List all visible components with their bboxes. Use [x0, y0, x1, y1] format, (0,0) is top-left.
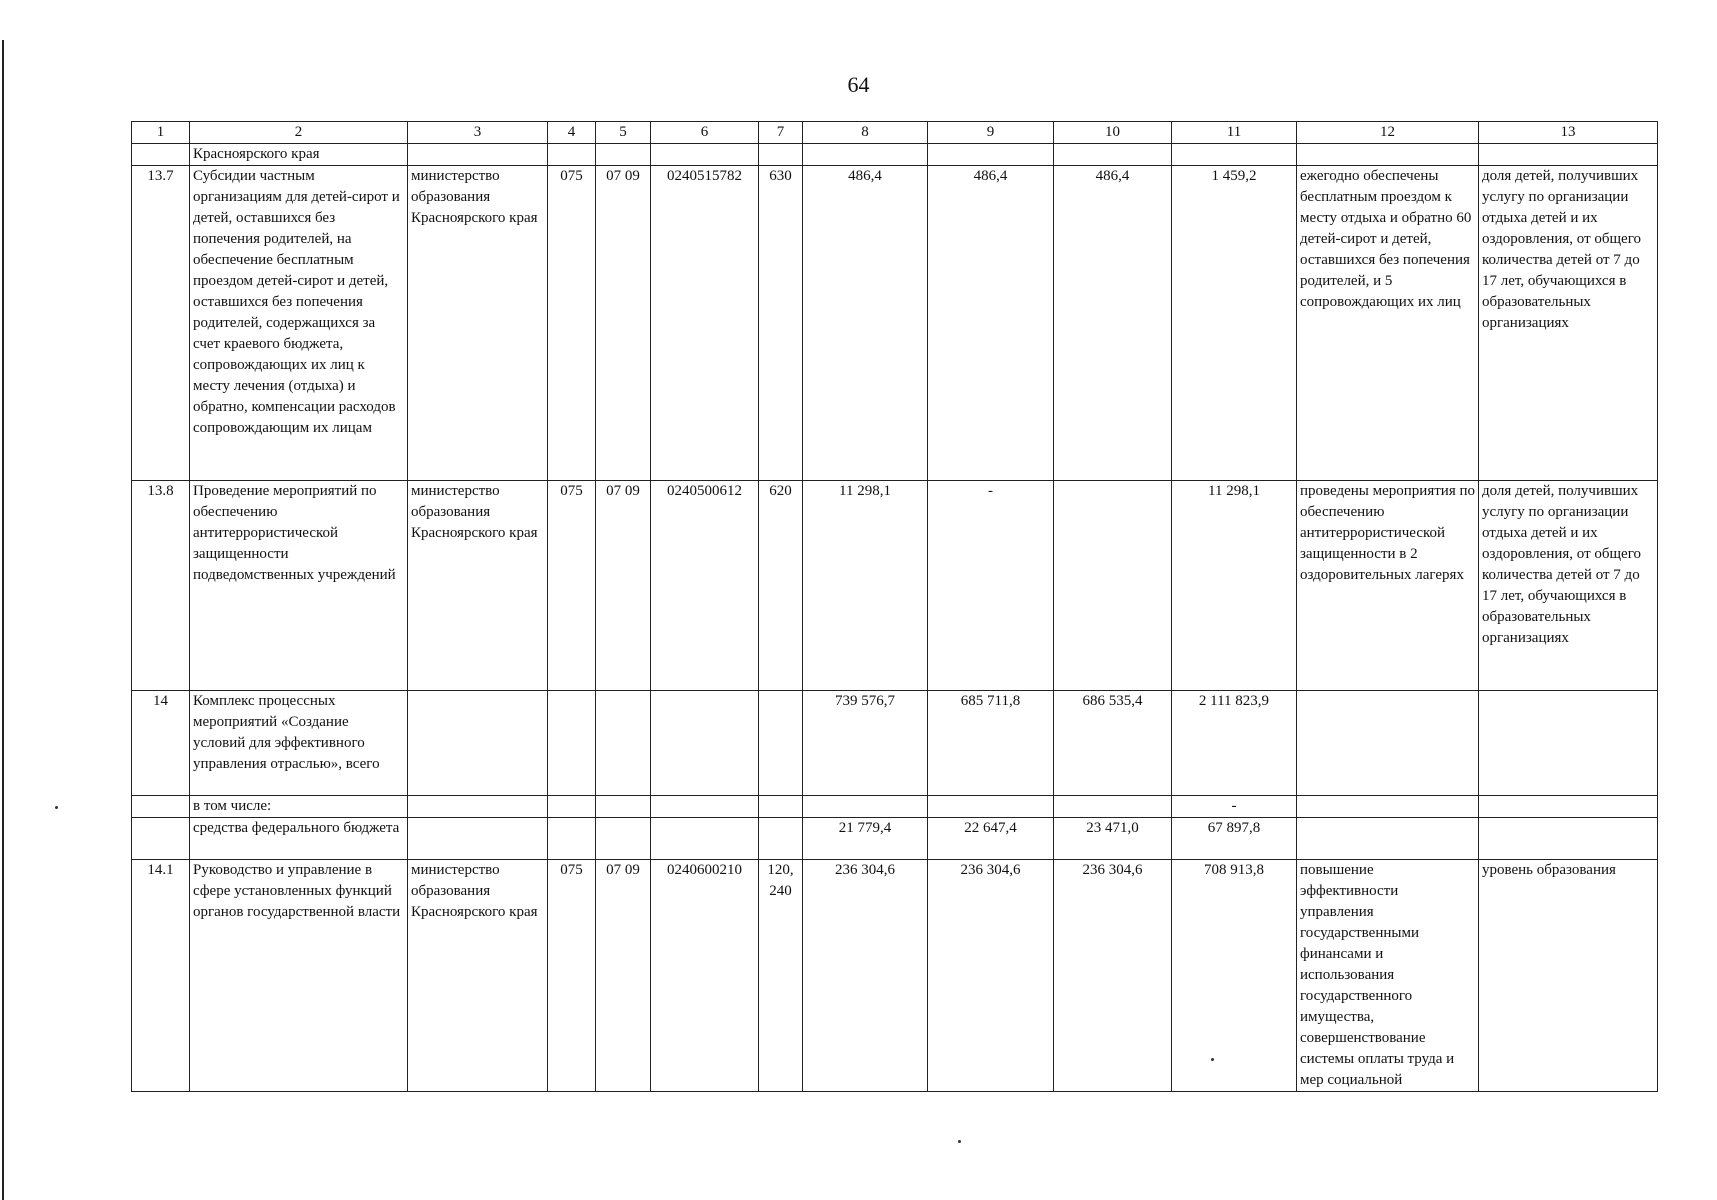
program-table — [131, 121, 1658, 1092]
table-cell-col8 — [803, 144, 928, 166]
table-cell-col4 — [548, 691, 596, 796]
header-cell: 12 — [1297, 122, 1479, 144]
header-cell: 8 — [803, 122, 928, 144]
table-cell-col12 — [1297, 691, 1479, 796]
table-cell-col8 — [803, 796, 928, 818]
page-number: 64 — [847, 72, 870, 97]
table-cell-col7 — [759, 818, 803, 860]
table-cell-col2: в том числе: — [190, 796, 408, 818]
table-cell-col3: министерство образования Красноярского края — [408, 481, 548, 691]
table-row — [132, 691, 1658, 796]
table-cell-col2: Проведение мероприятий по обеспечению антитеррористической защищенности подведомственных учреждений — [190, 481, 408, 691]
table-cell-col12: проведены мероприятия по обеспечению антитеррористической защищенности в 2 оздоровительных лагерях — [1297, 481, 1479, 691]
table-cell-col5 — [596, 144, 651, 166]
table-cell-col3: министерство образования Красноярского края — [408, 860, 548, 1092]
table-cell-col3 — [408, 796, 548, 818]
table-cell-col5: 07 09 — [596, 860, 651, 1092]
table-row — [132, 144, 1658, 166]
table-cell-col3 — [408, 144, 548, 166]
scan-speck — [55, 806, 58, 809]
table-cell-col13 — [1479, 144, 1658, 166]
table-cell-col4: 075 — [548, 166, 596, 481]
table-row — [132, 796, 1658, 818]
header-cell: 1 — [132, 122, 190, 144]
scan-speck — [958, 1140, 961, 1143]
table-cell-col5 — [596, 796, 651, 818]
header-row — [132, 122, 1658, 144]
header-cell: 13 — [1479, 122, 1658, 144]
table-cell-col9: 486,4 — [928, 166, 1054, 481]
table-cell-col3 — [408, 818, 548, 860]
table-row — [132, 860, 1658, 1092]
table-cell-col5: 07 09 — [596, 481, 651, 691]
header-cell: 7 — [759, 122, 803, 144]
table-cell-col12 — [1297, 144, 1479, 166]
table-cell-col12 — [1297, 818, 1479, 860]
table-cell-col7: 120, 240 — [759, 860, 803, 1092]
table-cell-col6 — [651, 144, 759, 166]
table-cell-col13: уровень образования — [1479, 860, 1658, 1092]
table-cell-col11: - — [1172, 796, 1297, 818]
table-cell-col2: Руководство и управление в сфере установленных функций органов государственной власти — [190, 860, 408, 1092]
table-row — [132, 481, 1658, 691]
table-cell-col10: 486,4 — [1054, 166, 1172, 481]
table-cell-col5: 07 09 — [596, 166, 651, 481]
table-cell-col12: повышение эффективности управления государственными финансами и использования государственного имущества, совершенствование системы оплаты труда и мер социальной — [1297, 860, 1479, 1092]
table-cell-col10: 236 304,6 — [1054, 860, 1172, 1092]
table-cell-col1: 14 — [132, 691, 190, 796]
table-cell-col7 — [759, 144, 803, 166]
table-cell-col1: 13.7 — [132, 166, 190, 481]
table-cell-col8: 236 304,6 — [803, 860, 928, 1092]
table-cell-col7 — [759, 796, 803, 818]
table-cell-col10 — [1054, 481, 1172, 691]
table-cell-col4: 075 — [548, 481, 596, 691]
table-cell-col1: 14.1 — [132, 860, 190, 1092]
table-cell-col1: 13.8 — [132, 481, 190, 691]
header-cell: 5 — [596, 122, 651, 144]
table-cell-col2: Субсидии частным организациям для детей-сирот и детей, оставшихся без попечения родителей, на обеспечение бесплатным проездом детей-сирот и детей, оставшихся без попечения родителей, содержащихся за счет краевого бюджета, сопровождающих их лиц к месту лечения (отдыха) и обратно, компенсации расходов сопровождающим их лицам — [190, 166, 408, 481]
table-cell-col9 — [928, 144, 1054, 166]
table-cell-col7: 620 — [759, 481, 803, 691]
scan-speck — [1211, 1058, 1214, 1061]
table-cell-col2: средства федерального бюджета — [190, 818, 408, 860]
table-cell-col10 — [1054, 796, 1172, 818]
header-cell: 2 — [190, 122, 408, 144]
table-cell-col10: 686 535,4 — [1054, 691, 1172, 796]
table-cell-col8: 21 779,4 — [803, 818, 928, 860]
table-cell-col5 — [596, 691, 651, 796]
table-cell-col6: 0240515782 — [651, 166, 759, 481]
table-cell-col4 — [548, 818, 596, 860]
table-cell-col3: министерство образования Красноярского края — [408, 166, 548, 481]
table-cell-col13 — [1479, 691, 1658, 796]
table-cell-col11: 708 913,8 — [1172, 860, 1297, 1092]
header-cell: 11 — [1172, 122, 1297, 144]
table-cell-col11: 11 298,1 — [1172, 481, 1297, 691]
table-cell-col6: 0240600210 — [651, 860, 759, 1092]
table-row — [132, 166, 1658, 481]
table-cell-col9 — [928, 796, 1054, 818]
table-cell-col9: 236 304,6 — [928, 860, 1054, 1092]
table-cell-col4: 075 — [548, 860, 596, 1092]
table-row — [132, 818, 1658, 860]
table-cell-col3 — [408, 691, 548, 796]
table-cell-col11: 1 459,2 — [1172, 166, 1297, 481]
table-cell-col7: 630 — [759, 166, 803, 481]
table-cell-col4 — [548, 796, 596, 818]
table-cell-col11 — [1172, 144, 1297, 166]
table-cell-col6: 0240500612 — [651, 481, 759, 691]
table-cell-col12 — [1297, 796, 1479, 818]
table-cell-col6 — [651, 796, 759, 818]
table-cell-col4 — [548, 144, 596, 166]
header-cell: 6 — [651, 122, 759, 144]
table-cell-col10: 23 471,0 — [1054, 818, 1172, 860]
table-cell-col12: ежегодно обеспечены бесплатным проездом к месту отдыха и обратно 60 детей-сирот и детей, оставшихся без попечения родителей, и 5 сопровождающих их лиц — [1297, 166, 1479, 481]
table-cell-col13 — [1479, 796, 1658, 818]
table-cell-col7 — [759, 691, 803, 796]
table-cell-col8: 739 576,7 — [803, 691, 928, 796]
table-cell-col2: Красноярского края — [190, 144, 408, 166]
table-cell-col11: 67 897,8 — [1172, 818, 1297, 860]
table-cell-col5 — [596, 818, 651, 860]
table-cell-col1 — [132, 144, 190, 166]
table-cell-col13: доля детей, получивших услугу по организации отдыха детей и их оздоровления, от общего количества детей от 7 до 17 лет, обучающихся в образовательных организациях — [1479, 166, 1658, 481]
table-cell-col13: доля детей, получивших услугу по организации отдыха детей и их оздоровления, от общего количества детей от 7 до 17 лет, обучающихся в образовательных организациях — [1479, 481, 1658, 691]
table-cell-col9: 22 647,4 — [928, 818, 1054, 860]
table-cell-col8: 11 298,1 — [803, 481, 928, 691]
header-cell: 9 — [928, 122, 1054, 144]
table-cell-col9: - — [928, 481, 1054, 691]
table-cell-col1 — [132, 818, 190, 860]
table-cell-col11: 2 111 823,9 — [1172, 691, 1297, 796]
table-cell-col1 — [132, 796, 190, 818]
header-cell: 3 — [408, 122, 548, 144]
header-cell: 10 — [1054, 122, 1172, 144]
table-cell-col6 — [651, 818, 759, 860]
table-cell-col8: 486,4 — [803, 166, 928, 481]
scan-edge-line — [2, 40, 4, 1200]
header-cell: 4 — [548, 122, 596, 144]
table-cell-col2: Комплекс процессных мероприятий «Создание условий для эффективного управления отраслью», всего — [190, 691, 408, 796]
table-cell-col13 — [1479, 818, 1658, 860]
table-cell-col10 — [1054, 144, 1172, 166]
table-cell-col9: 685 711,8 — [928, 691, 1054, 796]
table-cell-col6 — [651, 691, 759, 796]
